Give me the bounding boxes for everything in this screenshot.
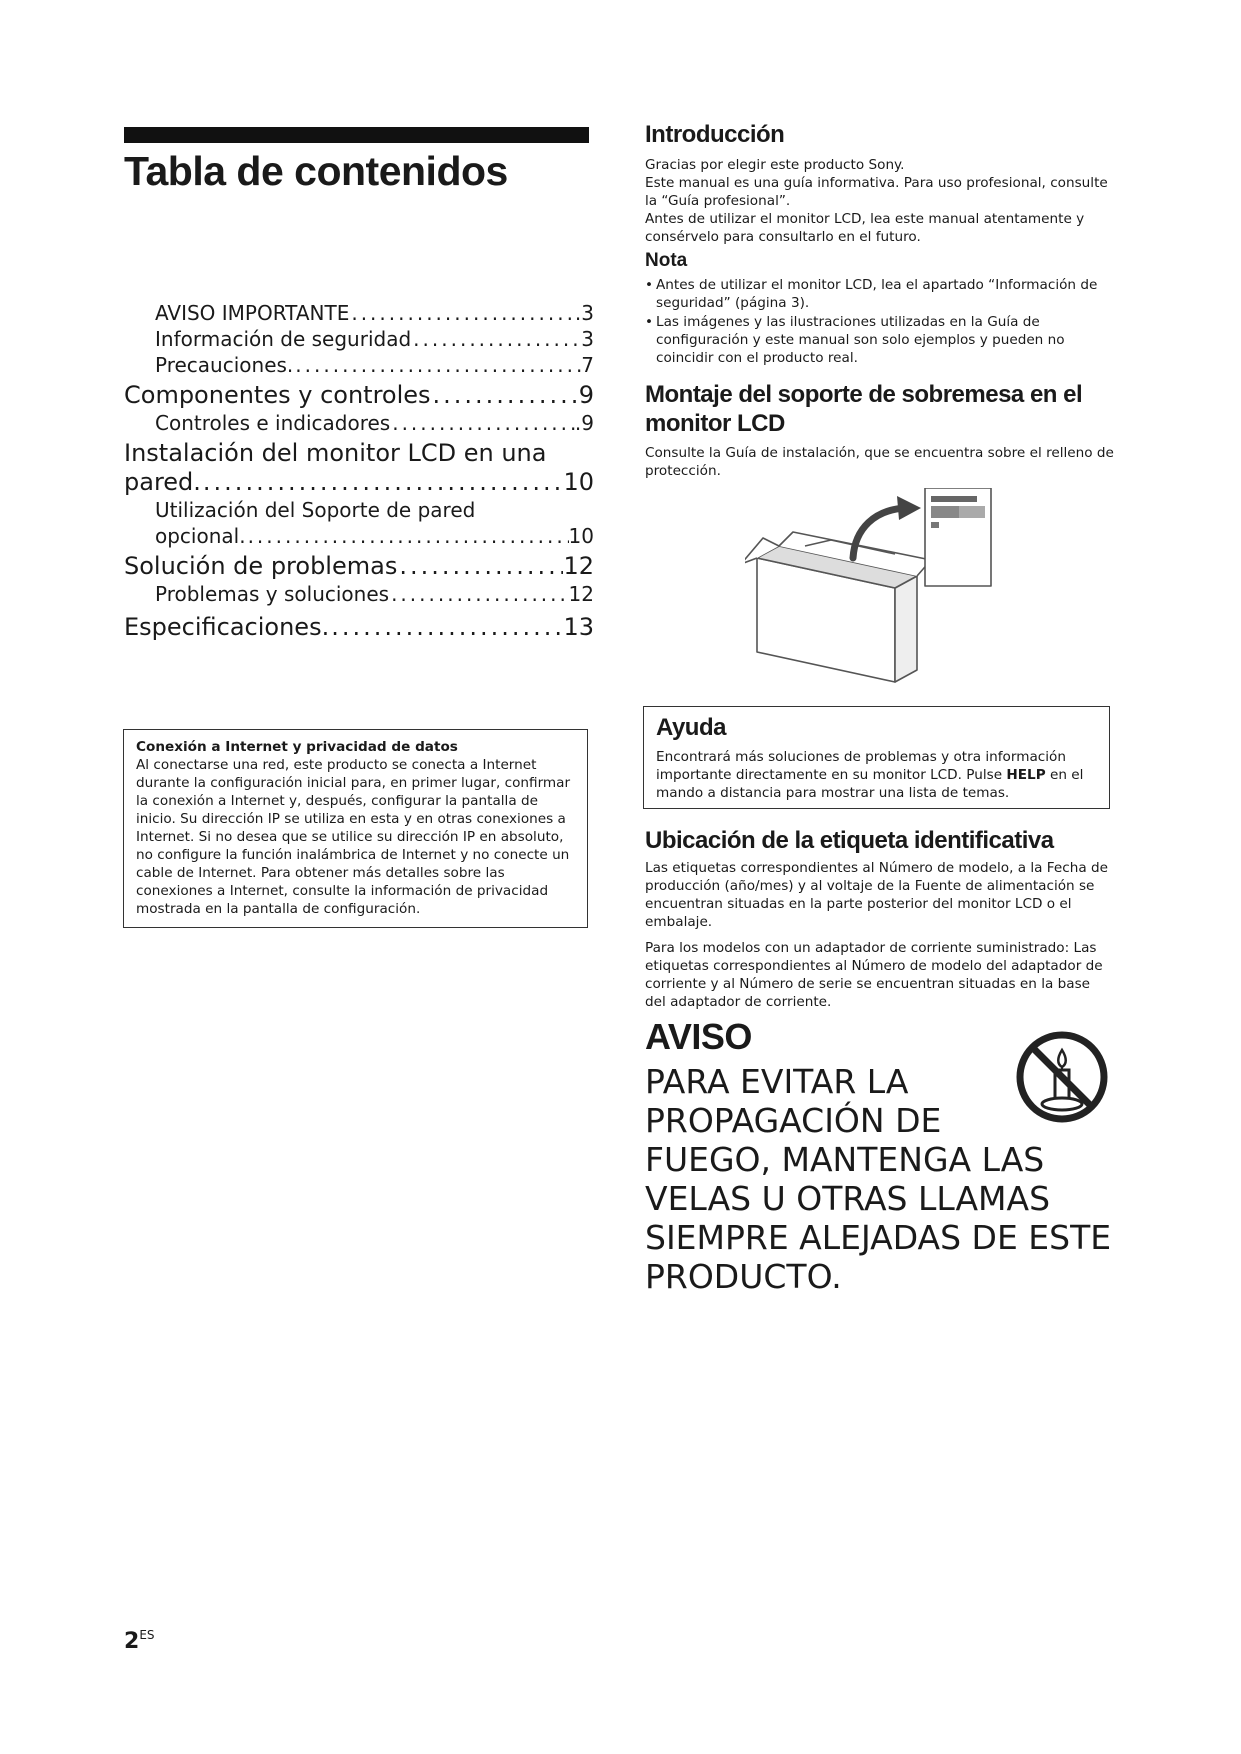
montaje-text: Consulte la Guía de instalación, que se encuentra sobre el relleno de protección. bbox=[645, 445, 1114, 479]
no-open-flame-icon bbox=[1015, 1030, 1109, 1124]
nota-heading: Nota bbox=[645, 250, 688, 271]
help-heading: Ayuda bbox=[656, 714, 726, 741]
toc-title: Tabla de contenidos bbox=[124, 148, 508, 194]
label-location-heading: Ubicación de la etiqueta identificativa bbox=[645, 827, 1054, 854]
montaje-heading: Montaje del soporte de sobremesa en el monitor LCD bbox=[645, 381, 1083, 437]
table-of-contents bbox=[124, 300, 594, 642]
toc-entry[interactable]: Precauciones. ..... 7 bbox=[124, 352, 594, 378]
warning-text: PARA EVITAR LA PROPAGACIÓN DE FUEGO, MANTENGA LAS VELAS U OTRAS LLAMAS SIEMPRE ALEJADAS DE ESTE PRODUCTO. bbox=[645, 1062, 1112, 1296]
heading-rule bbox=[124, 127, 589, 143]
nota-list bbox=[645, 276, 1115, 368]
toc-entry[interactable]: Instalación del monitor LCD en una pared. ..... 10 bbox=[124, 439, 594, 497]
toc-entry[interactable]: Información de seguridad ..... 3 bbox=[124, 326, 594, 352]
toc-entry[interactable]: Solución de problemas ..... 12 bbox=[124, 552, 594, 581]
list-item: • Las imágenes y las ilustraciones utilizadas en la Guía de configuración y este manual son solo ejemplos y pueden no coincidir con el producto real. bbox=[645, 313, 1115, 367]
warning-heading: AVISO bbox=[645, 1016, 752, 1057]
privacy-body: Al conectarse una red, este producto se conecta a Internet durante la configuración inicial para, en primer lugar, confirmar la conexión a Internet y, después, configurar la pantalla de inicio. Su dirección IP se utiliza en esta y en otras conexiones a Internet. Si no desea que se utilice su dirección IP en absoluto, no configure la función inalámbrica de Internet y no conecte un cable de Internet. Para obtener más detalles sobre las conexiones a Internet, consulte la información de privacidad mostrada en la pantalla de configuración. bbox=[136, 757, 571, 917]
intro-heading: Introducción bbox=[645, 121, 785, 148]
toc-entry[interactable]: Especificaciones. ..... 13 bbox=[124, 613, 594, 642]
toc-entry[interactable]: Utilización del Soporte de pared opcional. ..... 10 bbox=[124, 497, 594, 549]
toc-entry[interactable]: Componentes y controles ..... 9 bbox=[124, 381, 594, 410]
list-item: • Antes de utilizar el monitor LCD, lea el apartado “Información de seguridad” (página 3). bbox=[645, 276, 1115, 312]
toc-entry[interactable]: Controles e indicadores ..... .9 bbox=[124, 410, 594, 436]
toc-entry[interactable]: Problemas y soluciones ..... 12 bbox=[124, 581, 594, 607]
label-location-text: Las etiquetas correspondientes al Número de modelo, a la Fecha de producción (año/mes) y al voltaje de la Fuente de alimentación se encuentran situadas en la parte posterior del monitor LCD o el embalaje. bbox=[645, 860, 1108, 930]
toc-entry[interactable]: AVISO IMPORTANTE ..... .3 bbox=[124, 300, 594, 326]
page-number: $2^{ES}$ bbox=[124, 1628, 155, 1654]
adapter-label-text: Para los modelos con un adaptador de corriente suministrado: Las etiquetas correspondientes al Número de modelo del adaptador de corriente y al Número de serie se encuentran situadas en la base del adaptador de corriente. bbox=[645, 940, 1103, 1010]
help-text: Encontrará más soluciones de problemas y otra información importante directamente en su monitor LCD. Pulse HELP en el mando a distancia para mostrar una lista de temas. bbox=[656, 749, 1084, 801]
help-box bbox=[643, 706, 1110, 809]
intro-text: Gracias por elegir este producto Sony. Este manual es una guía informativa. Para uso profesional, consulte la “Guía profesional”. Antes de utilizar el monitor LCD, lea este manual atentamente y consérvelo para consultarlo en el futuro. bbox=[645, 157, 1108, 245]
privacy-notice-box bbox=[123, 729, 588, 928]
packaging-box-illustration bbox=[745, 488, 1005, 688]
privacy-heading: Conexión a Internet y privacidad de datos bbox=[136, 739, 458, 755]
